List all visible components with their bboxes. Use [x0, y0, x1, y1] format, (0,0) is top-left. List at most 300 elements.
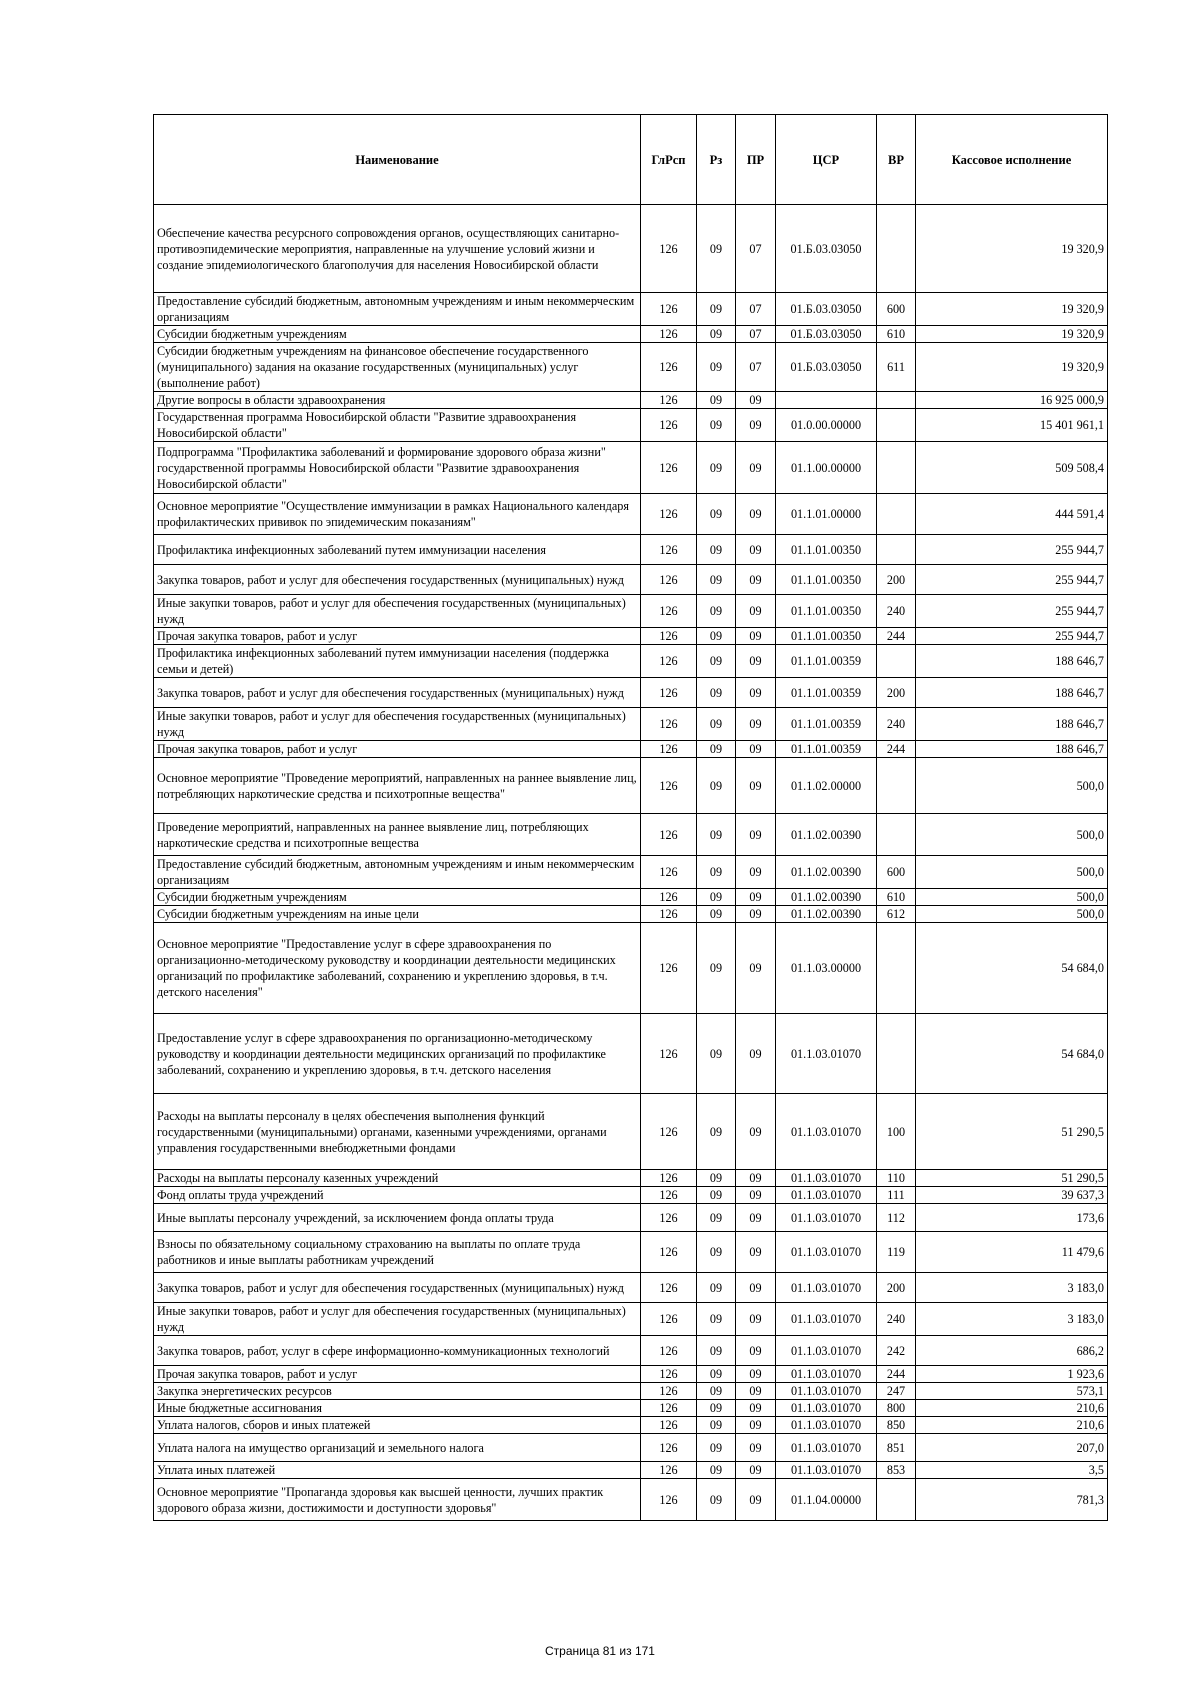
cell-rz: 09 — [697, 205, 736, 293]
header-name: Наименование — [154, 115, 641, 205]
table-row — [154, 205, 1108, 293]
cell-glrsp: 126 — [641, 205, 697, 293]
cell-name: Предоставление субсидий бюджетным, автономным учреждениям и иным некоммерческим организациям — [154, 293, 641, 326]
table-row — [154, 1232, 1108, 1273]
cell-amount: 500,0 — [916, 889, 1108, 906]
cell-name: Прочая закупка товаров, работ и услуг — [154, 1366, 641, 1383]
cell-amount: 188 646,7 — [916, 645, 1108, 678]
cell-vr — [877, 535, 916, 565]
cell-csr: 01.1.03.01070 — [776, 1400, 877, 1417]
cell-name: Субсидии бюджетным учреждениям на финансовое обеспечение государственного (муниципального) задания на оказание государственных (муниципальных) услуг (выполнение работ) — [154, 343, 641, 392]
cell-amount: 207,0 — [916, 1434, 1108, 1462]
cell-vr — [877, 409, 916, 442]
table-row — [154, 392, 1108, 409]
cell-name: Основное мероприятие "Предоставление услуг в сфере здравоохранения по организационно-методическому руководству и координации деятельности медицинских организаций по профилактике заболеваний, сохранению и укреплению здоровья, в т.ч. детского населения" — [154, 923, 641, 1014]
cell-amount: 51 290,5 — [916, 1170, 1108, 1187]
cell-rz: 09 — [697, 1383, 736, 1400]
cell-vr: 244 — [877, 1366, 916, 1383]
cell-glrsp: 126 — [641, 758, 697, 814]
cell-amount: 15 401 961,1 — [916, 409, 1108, 442]
cell-rz: 09 — [697, 645, 736, 678]
cell-pr: 07 — [736, 343, 776, 392]
cell-vr — [877, 645, 916, 678]
table-row — [154, 906, 1108, 923]
cell-rz: 09 — [697, 708, 736, 741]
cell-csr: 01.1.02.00390 — [776, 856, 877, 889]
cell-name: Расходы на выплаты персоналу казенных учреждений — [154, 1170, 641, 1187]
table-row — [154, 1273, 1108, 1303]
table-row — [154, 1479, 1108, 1521]
cell-name: Расходы на выплаты персоналу в целях обеспечения выполнения функций государственными (муниципальными) органами, казенными учреждениями, органами управления государственными внебюджетными фондами — [154, 1094, 641, 1170]
cell-name: Государственная программа Новосибирской области "Развитие здравоохранения Новосибирской области" — [154, 409, 641, 442]
cell-pr: 09 — [736, 1232, 776, 1273]
table-row — [154, 343, 1108, 392]
table-row — [154, 535, 1108, 565]
cell-name: Иные закупки товаров, работ и услуг для обеспечения государственных (муниципальных) нужд — [154, 708, 641, 741]
cell-csr: 01.1.01.00359 — [776, 708, 877, 741]
cell-name: Профилактика инфекционных заболеваний путем иммунизации населения (поддержка семьи и детей) — [154, 645, 641, 678]
cell-rz: 09 — [697, 494, 736, 535]
cell-glrsp: 126 — [641, 708, 697, 741]
table-row — [154, 494, 1108, 535]
cell-vr: 853 — [877, 1462, 916, 1479]
cell-name: Иные выплаты персоналу учреждений, за исключением фонда оплаты труда — [154, 1204, 641, 1232]
cell-vr: 800 — [877, 1400, 916, 1417]
cell-name: Иные бюджетные ассигнования — [154, 1400, 641, 1417]
cell-vr — [877, 392, 916, 409]
cell-name: Закупка товаров, работ и услуг для обеспечения государственных (муниципальных) нужд — [154, 1273, 641, 1303]
cell-glrsp: 126 — [641, 1204, 697, 1232]
table-row — [154, 442, 1108, 494]
cell-vr: 112 — [877, 1204, 916, 1232]
cell-csr: 01.1.01.00359 — [776, 645, 877, 678]
cell-vr: 242 — [877, 1336, 916, 1366]
cell-vr — [877, 494, 916, 535]
cell-rz: 09 — [697, 1434, 736, 1462]
cell-amount: 3 183,0 — [916, 1303, 1108, 1336]
cell-glrsp: 126 — [641, 628, 697, 645]
cell-amount: 3 183,0 — [916, 1273, 1108, 1303]
cell-amount: 781,3 — [916, 1479, 1108, 1521]
cell-csr: 01.1.01.00000 — [776, 494, 877, 535]
cell-csr: 01.1.03.01070 — [776, 1383, 877, 1400]
cell-pr: 09 — [736, 741, 776, 758]
cell-csr: 01.1.03.01070 — [776, 1434, 877, 1462]
cell-name: Закупка энергетических ресурсов — [154, 1383, 641, 1400]
header-glrsp: ГлРсп — [641, 115, 697, 205]
cell-rz: 09 — [697, 906, 736, 923]
cell-pr: 09 — [736, 1336, 776, 1366]
cell-vr: 240 — [877, 1303, 916, 1336]
cell-rz: 09 — [697, 1204, 736, 1232]
table-row — [154, 1170, 1108, 1187]
cell-glrsp: 126 — [641, 1014, 697, 1094]
cell-csr: 01.1.03.00000 — [776, 923, 877, 1014]
cell-glrsp: 126 — [641, 1336, 697, 1366]
cell-csr: 01.1.02.00390 — [776, 889, 877, 906]
cell-rz: 09 — [697, 678, 736, 708]
cell-glrsp: 126 — [641, 326, 697, 343]
cell-csr: 01.Б.03.03050 — [776, 326, 877, 343]
table-row — [154, 1187, 1108, 1204]
cell-csr: 01.0.00.00000 — [776, 409, 877, 442]
table-row — [154, 1336, 1108, 1366]
cell-name: Профилактика инфекционных заболеваний путем иммунизации населения — [154, 535, 641, 565]
cell-vr — [877, 1014, 916, 1094]
cell-pr: 09 — [736, 392, 776, 409]
cell-pr: 07 — [736, 326, 776, 343]
table-row — [154, 1204, 1108, 1232]
cell-pr: 09 — [736, 1303, 776, 1336]
cell-glrsp: 126 — [641, 814, 697, 856]
cell-csr: 01.1.01.00359 — [776, 741, 877, 758]
cell-amount: 19 320,9 — [916, 326, 1108, 343]
cell-pr: 09 — [736, 889, 776, 906]
cell-amount: 255 944,7 — [916, 565, 1108, 595]
cell-name: Иные закупки товаров, работ и услуг для обеспечения государственных (муниципальных) нужд — [154, 595, 641, 628]
cell-csr — [776, 392, 877, 409]
table-row — [154, 1400, 1108, 1417]
cell-vr: 611 — [877, 343, 916, 392]
cell-name: Субсидии бюджетным учреждениям — [154, 326, 641, 343]
table-row — [154, 889, 1108, 906]
cell-name: Иные закупки товаров, работ и услуг для обеспечения государственных (муниципальных) нужд — [154, 1303, 641, 1336]
cell-pr: 09 — [736, 1383, 776, 1400]
cell-csr: 01.1.03.01070 — [776, 1366, 877, 1383]
cell-vr: 850 — [877, 1417, 916, 1434]
cell-amount: 188 646,7 — [916, 708, 1108, 741]
cell-amount: 11 479,6 — [916, 1232, 1108, 1273]
cell-pr: 09 — [736, 1170, 776, 1187]
cell-pr: 09 — [736, 856, 776, 889]
cell-amount: 3,5 — [916, 1462, 1108, 1479]
cell-pr: 09 — [736, 1094, 776, 1170]
cell-csr: 01.1.02.00000 — [776, 758, 877, 814]
cell-csr: 01.1.03.01070 — [776, 1204, 877, 1232]
cell-csr: 01.1.03.01070 — [776, 1303, 877, 1336]
table-row — [154, 293, 1108, 326]
table-row — [154, 326, 1108, 343]
cell-vr — [877, 814, 916, 856]
cell-glrsp: 126 — [641, 1383, 697, 1400]
cell-pr: 09 — [736, 494, 776, 535]
cell-name: Закупка товаров, работ и услуг для обеспечения государственных (муниципальных) нужд — [154, 565, 641, 595]
cell-rz: 09 — [697, 392, 736, 409]
cell-name: Другие вопросы в области здравоохранения — [154, 392, 641, 409]
cell-amount: 210,6 — [916, 1417, 1108, 1434]
cell-rz: 09 — [697, 565, 736, 595]
cell-rz: 09 — [697, 409, 736, 442]
cell-amount: 255 944,7 — [916, 628, 1108, 645]
cell-glrsp: 126 — [641, 645, 697, 678]
table-row — [154, 1366, 1108, 1383]
cell-name: Фонд оплаты труда учреждений — [154, 1187, 641, 1204]
cell-pr: 09 — [736, 1462, 776, 1479]
header-csr: ЦСР — [776, 115, 877, 205]
cell-rz: 09 — [697, 1366, 736, 1383]
cell-glrsp: 126 — [641, 906, 697, 923]
cell-amount: 500,0 — [916, 814, 1108, 856]
table-row — [154, 1303, 1108, 1336]
cell-rz: 09 — [697, 595, 736, 628]
cell-name: Субсидии бюджетным учреждениям — [154, 889, 641, 906]
cell-csr: 01.1.03.01070 — [776, 1273, 877, 1303]
cell-name: Проведение мероприятий, направленных на раннее выявление лиц, потребляющих наркотические средства и психотропные вещества — [154, 814, 641, 856]
cell-pr: 09 — [736, 1204, 776, 1232]
cell-csr: 01.1.03.01070 — [776, 1170, 877, 1187]
cell-amount: 16 925 000,9 — [916, 392, 1108, 409]
cell-name: Взносы по обязательному социальному страхованию на выплаты по оплате труда работников и иные выплаты работникам учреждений — [154, 1232, 641, 1273]
cell-vr: 110 — [877, 1170, 916, 1187]
cell-vr: 600 — [877, 856, 916, 889]
cell-glrsp: 126 — [641, 1303, 697, 1336]
table-row — [154, 741, 1108, 758]
cell-vr — [877, 442, 916, 494]
cell-name: Субсидии бюджетным учреждениям на иные цели — [154, 906, 641, 923]
table-row — [154, 645, 1108, 678]
cell-vr — [877, 205, 916, 293]
cell-glrsp: 126 — [641, 889, 697, 906]
cell-pr: 09 — [736, 906, 776, 923]
cell-pr: 09 — [736, 565, 776, 595]
cell-amount: 54 684,0 — [916, 923, 1108, 1014]
cell-amount: 19 320,9 — [916, 293, 1108, 326]
cell-vr — [877, 923, 916, 1014]
cell-glrsp: 126 — [641, 1273, 697, 1303]
header-rz: Рз — [697, 115, 736, 205]
cell-rz: 09 — [697, 923, 736, 1014]
cell-pr: 09 — [736, 708, 776, 741]
cell-rz: 09 — [697, 628, 736, 645]
cell-name: Основное мероприятие "Осуществление иммунизации в рамках Национального календаря профилактических прививок по эпидемическим показаниям" — [154, 494, 641, 535]
cell-glrsp: 126 — [641, 392, 697, 409]
cell-pr: 09 — [736, 1273, 776, 1303]
cell-pr: 09 — [736, 814, 776, 856]
cell-amount: 500,0 — [916, 856, 1108, 889]
cell-vr: 244 — [877, 628, 916, 645]
table-row — [154, 758, 1108, 814]
cell-pr: 09 — [736, 1479, 776, 1521]
cell-glrsp: 126 — [641, 1170, 697, 1187]
cell-pr: 09 — [736, 1434, 776, 1462]
cell-amount: 255 944,7 — [916, 535, 1108, 565]
cell-csr: 01.1.03.01070 — [776, 1014, 877, 1094]
cell-csr: 01.1.03.01070 — [776, 1094, 877, 1170]
cell-csr: 01.1.01.00359 — [776, 678, 877, 708]
cell-csr: 01.1.01.00350 — [776, 595, 877, 628]
cell-amount: 255 944,7 — [916, 595, 1108, 628]
cell-pr: 09 — [736, 678, 776, 708]
cell-vr: 200 — [877, 1273, 916, 1303]
cell-amount: 173,6 — [916, 1204, 1108, 1232]
cell-name: Прочая закупка товаров, работ и услуг — [154, 628, 641, 645]
cell-rz: 09 — [697, 1187, 736, 1204]
header-pr: ПР — [736, 115, 776, 205]
cell-rz: 09 — [697, 1094, 736, 1170]
cell-amount: 188 646,7 — [916, 678, 1108, 708]
cell-name: Подпрограмма "Профилактика заболеваний и формирование здорового образа жизни" государственной программы Новосибирской области "Развитие здравоохранения Новосибирской области" — [154, 442, 641, 494]
cell-glrsp: 126 — [641, 535, 697, 565]
cell-glrsp: 126 — [641, 293, 697, 326]
cell-glrsp: 126 — [641, 1434, 697, 1462]
cell-name: Уплата иных платежей — [154, 1462, 641, 1479]
cell-rz: 09 — [697, 326, 736, 343]
cell-pr: 09 — [736, 1187, 776, 1204]
table-row — [154, 1462, 1108, 1479]
cell-glrsp: 126 — [641, 595, 697, 628]
cell-csr: 01.1.02.00390 — [776, 906, 877, 923]
table-row — [154, 814, 1108, 856]
cell-vr: 247 — [877, 1383, 916, 1400]
cell-vr: 200 — [877, 565, 916, 595]
header-vr: ВР — [877, 115, 916, 205]
cell-csr: 01.1.00.00000 — [776, 442, 877, 494]
cell-glrsp: 126 — [641, 409, 697, 442]
cell-pr: 09 — [736, 1417, 776, 1434]
cell-glrsp: 126 — [641, 923, 697, 1014]
table-row — [154, 923, 1108, 1014]
cell-glrsp: 126 — [641, 1366, 697, 1383]
cell-pr: 07 — [736, 293, 776, 326]
cell-pr: 09 — [736, 758, 776, 814]
cell-name: Прочая закупка товаров, работ и услуг — [154, 741, 641, 758]
cell-pr: 09 — [736, 628, 776, 645]
cell-vr — [877, 758, 916, 814]
cell-name: Основное мероприятие "Проведение мероприятий, направленных на раннее выявление лиц, потребляющих наркотические средства и психотропные вещества" — [154, 758, 641, 814]
cell-amount: 444 591,4 — [916, 494, 1108, 535]
table-row — [154, 409, 1108, 442]
cell-name: Основное мероприятие "Пропаганда здоровья как высшей ценности, лучших практик здорового образа жизни, достижимости и доступности здоровья" — [154, 1479, 641, 1521]
cell-csr: 01.1.03.01070 — [776, 1417, 877, 1434]
cell-name: Предоставление субсидий бюджетным, автономным учреждениям и иным некоммерческим организациям — [154, 856, 641, 889]
table-row — [154, 565, 1108, 595]
cell-csr: 01.1.04.00000 — [776, 1479, 877, 1521]
cell-csr: 01.1.01.00350 — [776, 565, 877, 595]
cell-vr: 200 — [877, 678, 916, 708]
cell-vr: 244 — [877, 741, 916, 758]
cell-amount: 39 637,3 — [916, 1187, 1108, 1204]
cell-rz: 09 — [697, 1303, 736, 1336]
cell-rz: 09 — [697, 1232, 736, 1273]
table-row — [154, 1014, 1108, 1094]
cell-pr: 09 — [736, 535, 776, 565]
cell-csr: 01.1.01.00350 — [776, 535, 877, 565]
cell-name: Закупка товаров, работ, услуг в сфере информационно-коммуникационных технологий — [154, 1336, 641, 1366]
cell-vr: 119 — [877, 1232, 916, 1273]
cell-name: Уплата налога на имущество организаций и земельного налога — [154, 1434, 641, 1462]
cell-glrsp: 126 — [641, 1187, 697, 1204]
table-row — [154, 678, 1108, 708]
cell-glrsp: 126 — [641, 442, 697, 494]
cell-csr: 01.1.01.00350 — [776, 628, 877, 645]
cell-csr: 01.1.03.01070 — [776, 1462, 877, 1479]
cell-pr: 09 — [736, 1400, 776, 1417]
cell-rz: 09 — [697, 856, 736, 889]
cell-rz: 09 — [697, 535, 736, 565]
cell-amount: 686,2 — [916, 1336, 1108, 1366]
cell-glrsp: 126 — [641, 565, 697, 595]
cell-pr: 09 — [736, 1014, 776, 1094]
table-row — [154, 628, 1108, 645]
cell-rz: 09 — [697, 1014, 736, 1094]
cell-vr: 610 — [877, 889, 916, 906]
table-row — [154, 1094, 1108, 1170]
cell-glrsp: 126 — [641, 1417, 697, 1434]
cell-csr: 01.1.03.01070 — [776, 1187, 877, 1204]
cell-csr: 01.Б.03.03050 — [776, 343, 877, 392]
table-row — [154, 856, 1108, 889]
table-row — [154, 1383, 1108, 1400]
cell-vr: 610 — [877, 326, 916, 343]
cell-rz: 09 — [697, 343, 736, 392]
cell-rz: 09 — [697, 442, 736, 494]
cell-csr: 01.1.03.01070 — [776, 1232, 877, 1273]
cell-vr: 240 — [877, 595, 916, 628]
cell-amount: 19 320,9 — [916, 343, 1108, 392]
cell-rz: 09 — [697, 1336, 736, 1366]
cell-csr: 01.Б.03.03050 — [776, 293, 877, 326]
cell-glrsp: 126 — [641, 1479, 697, 1521]
cell-glrsp: 126 — [641, 1232, 697, 1273]
cell-amount: 54 684,0 — [916, 1014, 1108, 1094]
cell-rz: 09 — [697, 1479, 736, 1521]
cell-pr: 09 — [736, 595, 776, 628]
page-number: Страница 81 из 171 — [545, 1644, 655, 1658]
cell-vr: 100 — [877, 1094, 916, 1170]
cell-glrsp: 126 — [641, 343, 697, 392]
cell-rz: 09 — [697, 814, 736, 856]
cell-glrsp: 126 — [641, 856, 697, 889]
cell-csr: 01.1.03.01070 — [776, 1336, 877, 1366]
cell-rz: 09 — [697, 1417, 736, 1434]
cell-amount: 19 320,9 — [916, 205, 1108, 293]
cell-name: Уплата налогов, сборов и иных платежей — [154, 1417, 641, 1434]
cell-vr: 600 — [877, 293, 916, 326]
cell-glrsp: 126 — [641, 1094, 697, 1170]
cell-amount: 1 923,6 — [916, 1366, 1108, 1383]
cell-name: Закупка товаров, работ и услуг для обеспечения государственных (муниципальных) нужд — [154, 678, 641, 708]
cell-pr: 07 — [736, 205, 776, 293]
cell-vr: 612 — [877, 906, 916, 923]
cell-amount: 188 646,7 — [916, 741, 1108, 758]
cell-rz: 09 — [697, 1273, 736, 1303]
table-row — [154, 1417, 1108, 1434]
cell-pr: 09 — [736, 645, 776, 678]
cell-glrsp: 126 — [641, 1462, 697, 1479]
cell-amount: 51 290,5 — [916, 1094, 1108, 1170]
table-row — [154, 708, 1108, 741]
cell-pr: 09 — [736, 442, 776, 494]
cell-glrsp: 126 — [641, 741, 697, 758]
cell-rz: 09 — [697, 1170, 736, 1187]
cell-csr: 01.1.02.00390 — [776, 814, 877, 856]
cell-amount: 500,0 — [916, 906, 1108, 923]
table-header-row — [154, 115, 1108, 205]
table-row — [154, 595, 1108, 628]
cell-glrsp: 126 — [641, 494, 697, 535]
header-amount: Кассовое исполнение — [916, 115, 1108, 205]
cell-amount: 500,0 — [916, 758, 1108, 814]
cell-pr: 09 — [736, 923, 776, 1014]
cell-name: Предоставление услуг в сфере здравоохранения по организационно-методическому руководству и координации деятельности медицинских организаций по профилактике заболеваний, сохранению и укреплению здоровья, в т.ч. детского населения — [154, 1014, 641, 1094]
cell-rz: 09 — [697, 1400, 736, 1417]
cell-csr: 01.Б.03.03050 — [776, 205, 877, 293]
cell-glrsp: 126 — [641, 678, 697, 708]
cell-rz: 09 — [697, 758, 736, 814]
cell-vr: 851 — [877, 1434, 916, 1462]
table-body — [154, 205, 1108, 1521]
cell-amount: 509 508,4 — [916, 442, 1108, 494]
